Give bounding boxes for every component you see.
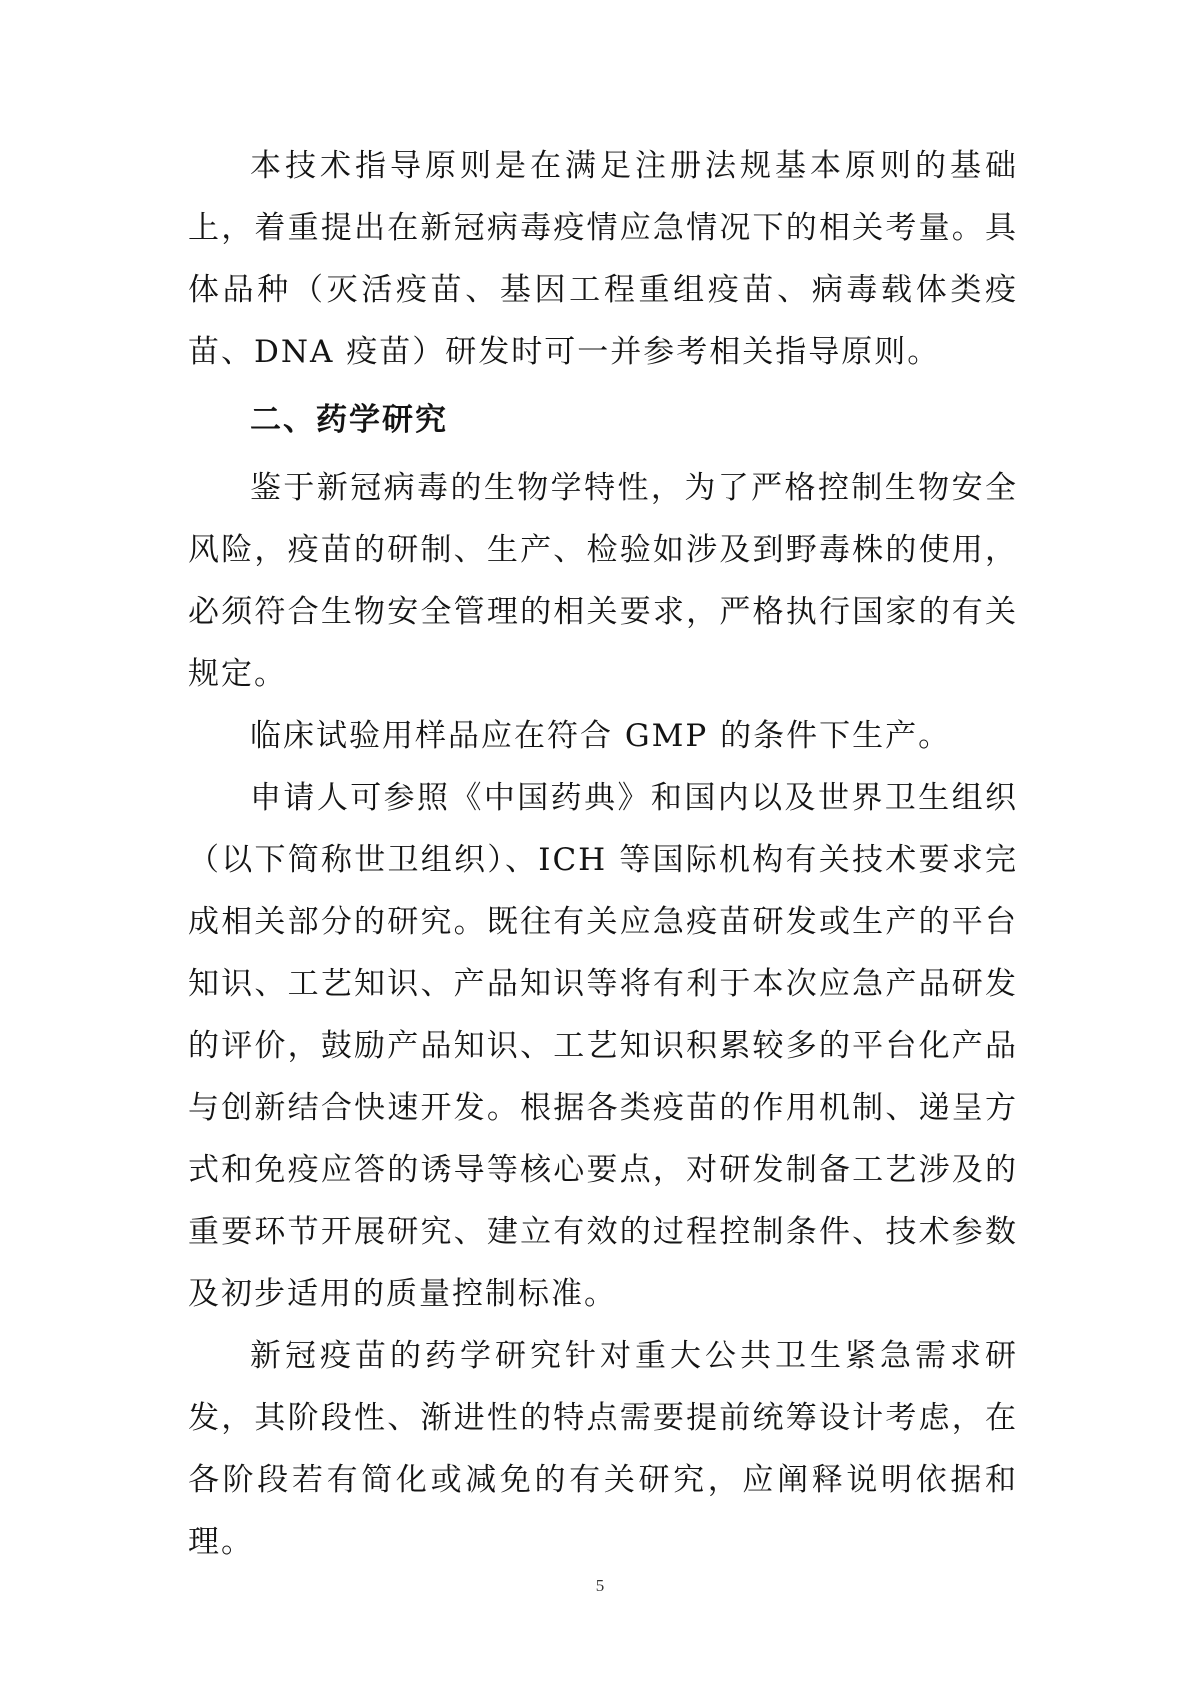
paragraph-gmp: 临床试验用样品应在符合 GMP 的条件下生产。 xyxy=(250,718,952,754)
paragraph-scope: 本技术指导原则是在满足注册法规基本原则的基础上，着重提出在新冠病毒疫情应急情况下的相关考量。具体品种（灭活疫苗、基因工程重组疫苗、病毒载体类疫苗、DNA 疫苗）研发时可一并参考相关指导原则。 xyxy=(188,148,1018,370)
section-heading: 二、药学研究 xyxy=(250,402,448,438)
paragraph-requirements: 申请人可参照《中国药典》和国内以及世界卫生组织（以下简称世卫组织）、ICH 等国际机构有关技术要求完成相关部分的研究。既往有关应急疫苗研发或生产的平台知识、工艺知识、产品知识等将有利于本次应急产品研发的评价，鼓励产品知识、工艺知识积累较多的平台化产品与创新结合快速开发。根据各类疫苗的作用机制、递呈方式和免疫应答的诱导等核心要点，对研发制备工艺涉及的重要环节开展研究、建立有效的过程控制条件、技术参数及初步适用的质量控制标准。 xyxy=(188,780,1018,1312)
paragraph-biosafety: 鉴于新冠病毒的生物学特性，为了严格控制生物安全风险，疫苗的研制、生产、检验如涉及到野毒株的使用，必须符合生物安全管理的相关要求，严格执行国家的有关规定。 xyxy=(188,470,1018,692)
document-body xyxy=(188,135,1018,1573)
page-number: 5 xyxy=(595,1576,605,1595)
paragraph-phased-research: 新冠疫苗的药学研究针对重大公共卫生紧急需求研发，其阶段性、渐进性的特点需要提前统筹设计考虑，在各阶段若有简化或减免的有关研究，应阐释说明依据和理。 xyxy=(188,1338,1018,1560)
